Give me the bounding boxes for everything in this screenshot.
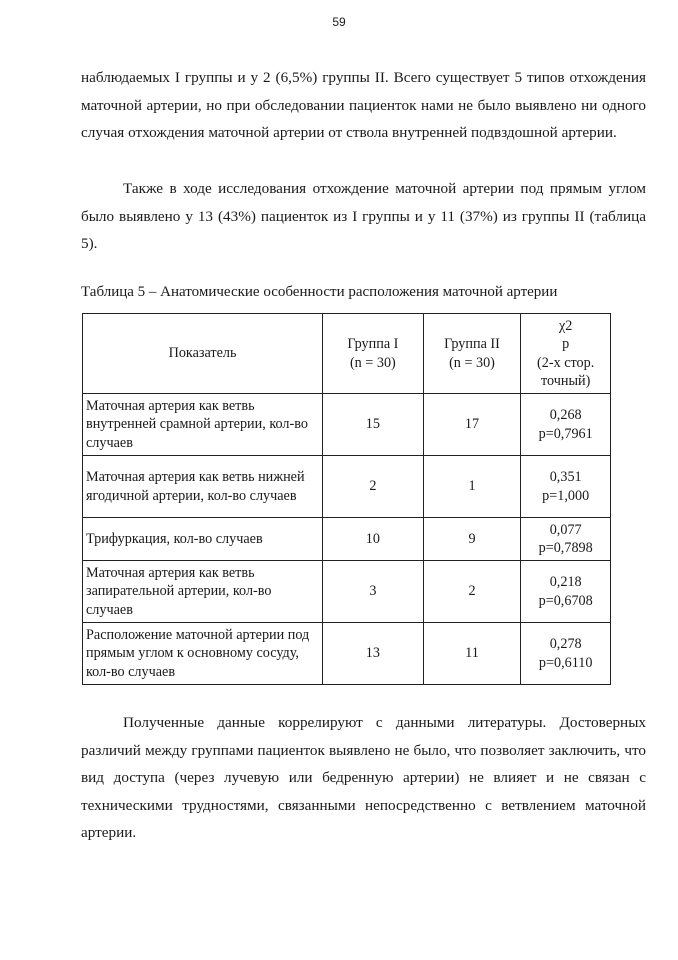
row-label: Маточная артерия как ветвь внутренней срамной артерии, кол-во случаев <box>83 394 323 456</box>
header-statistics <box>521 314 611 394</box>
row-p-value: p=1,000 <box>542 487 590 504</box>
table-row <box>83 394 611 456</box>
header-indicator: Показатель <box>83 314 323 394</box>
page-number: 59 <box>332 15 346 29</box>
row-p-value: p=0,7961 <box>538 425 593 442</box>
row-statistics <box>521 561 611 623</box>
table-row <box>83 518 611 561</box>
row-group-1-value: 15 <box>323 394 424 456</box>
paragraph-3 <box>81 709 646 847</box>
header-group-2-title: Группа II <box>444 336 500 352</box>
row-statistics <box>521 456 611 518</box>
row-group-2-value: 9 <box>423 518 521 561</box>
table-caption: Таблица 5 – Анатомические особенности расположения маточной артерии <box>81 284 558 300</box>
header-group-2-n: (n = 30) <box>449 354 495 371</box>
table-row <box>83 623 611 685</box>
header-p-note-2: точный) <box>541 373 591 389</box>
row-statistics <box>521 518 611 561</box>
row-statistics <box>521 623 611 685</box>
header-group-1-title: Группа I <box>347 336 399 352</box>
header-p-note-1: (2-х стор. <box>537 354 595 371</box>
paragraph-2-text: Также в ходе исследования отхождение маточной артерии под прямым углом было выявлено у 13 (43%) пациенток из I группы и у 11 (37%) из группы II (таблица 5). <box>81 180 646 252</box>
row-chi2-value: 0,218 <box>549 574 582 590</box>
row-statistics <box>521 394 611 456</box>
row-p-value: p=0,6708 <box>538 592 593 609</box>
row-group-1-value: 2 <box>323 456 424 518</box>
header-chi2: χ2 <box>558 317 573 334</box>
table-row <box>83 456 611 518</box>
header-group-2 <box>423 314 521 394</box>
row-chi2-value: 0,268 <box>549 407 582 423</box>
row-label: Маточная артерия как ветвь нижней ягодичной артерии, кол-во случаев <box>83 456 323 518</box>
row-chi2-value: 0,351 <box>549 469 582 485</box>
row-p-value: p=0,6110 <box>538 654 593 671</box>
row-chi2-value: 0,077 <box>549 521 582 538</box>
row-group-2-value: 1 <box>423 456 521 518</box>
table-row <box>83 561 611 623</box>
table-header-row <box>83 314 611 394</box>
row-chi2-value: 0,278 <box>549 636 582 652</box>
data-table <box>82 313 611 685</box>
row-group-1-value: 3 <box>323 561 424 623</box>
header-group-1 <box>323 314 424 394</box>
paragraph-1-text: наблюдаемых I группы и у 2 (6,5%) группы II. Всего существует 5 типов отхождения маточной артерии, но при обследовании пациенток нами не было выявлено ни одного случая отхождения маточной артерии от ствола внутренней подвздошной артерии. <box>81 69 646 141</box>
row-group-2-value: 11 <box>423 623 521 685</box>
row-label: Маточная артерия как ветвь запирательной артерии, кол-во случаев <box>83 561 323 623</box>
row-label: Расположение маточной артерии под прямым углом к основному сосуду, кол-во случаев <box>83 623 323 685</box>
header-p: p <box>562 336 570 352</box>
row-label: Трифуркация, кол-во случаев <box>83 518 323 561</box>
paragraph-3-text: Полученные данные коррелируют с данными литературы. Достоверных различий между группами пациенток выявлено не было, что позволяет заключить, что вид доступа (через лучевую или бедренную артерии) не влияет и не связан с техническими трудностями, связанными непосредственно с ветвлением маточной артерии. <box>81 714 646 841</box>
row-group-1-value: 13 <box>323 623 424 685</box>
row-group-2-value: 17 <box>423 394 521 456</box>
row-group-2-value: 2 <box>423 561 521 623</box>
row-p-value: p=0,7898 <box>538 540 593 556</box>
row-group-1-value: 10 <box>323 518 424 561</box>
paragraph-2 <box>81 175 646 258</box>
header-group-1-n: (n = 30) <box>349 354 396 371</box>
paragraph-1 <box>81 64 646 147</box>
